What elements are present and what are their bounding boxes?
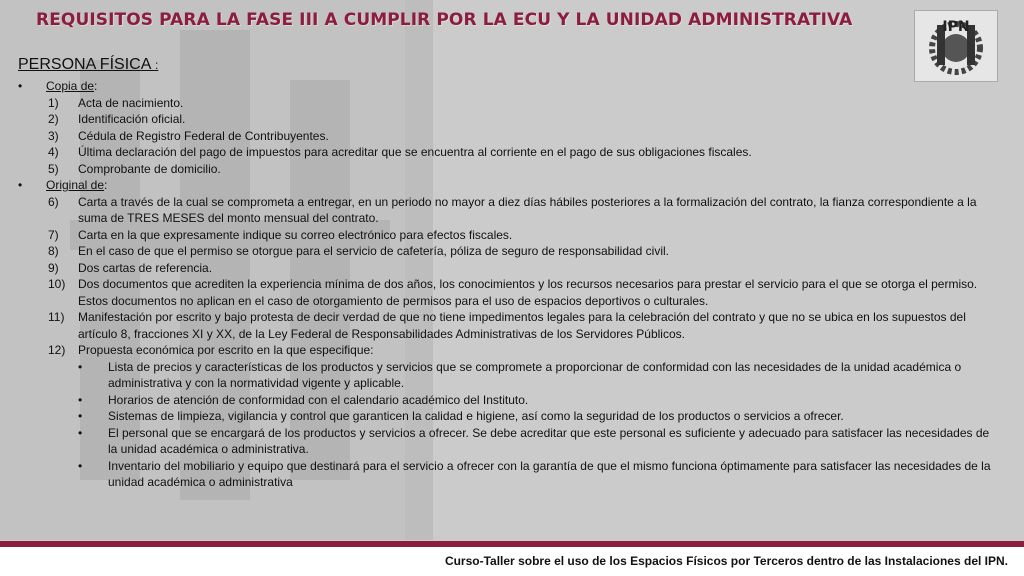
list-item (18, 227, 1008, 244)
list-item-number: 5) (48, 161, 59, 176)
list-item-text: Manifestación por escrito y bajo protesta de decir verdad de que no tiene impedimentos legales para la celebración del contrato y que no se ubica en los supuestos del artículo 8, fracciones XI y XX, de la Ley Federal de Responsabilidades Administrativas de los Servidores Públicos. (78, 310, 966, 341)
list-item-text: En el caso de que el permiso se otorgue para el servicio de cafetería, póliza de seguro de responsabilidad civil. (78, 244, 670, 258)
footer (0, 547, 1024, 576)
list-item (18, 95, 1008, 112)
list-item-number: 9) (48, 260, 59, 275)
sub-list-item-text: Horarios de atención de conformidad con el calendario académico del Instituto. (108, 392, 529, 407)
list-item-text: Carta a través de la cual se comprometa a entregar, en un periodo no mayor a diez días hábiles posteriores a la formalización del contrato, la fianza correspondiente a la suma de TRES MESES del monto mensual del contrato. (78, 194, 977, 225)
list-item-text: Propuesta económica por escrito en la que especifique: (78, 343, 374, 357)
sub-list-item (18, 458, 1008, 491)
list-item-number: 3) (48, 128, 59, 143)
bullet-glyph: • (78, 392, 83, 407)
bullet-glyph: • (78, 409, 83, 423)
list-item (18, 309, 1008, 342)
sub-list-item (18, 359, 1008, 392)
list-item-text: Acta de nacimiento. (78, 95, 184, 110)
list-item-text: Comprobante de domicilio. (78, 161, 221, 176)
section-title: PERSONA FÍSICA : (18, 56, 159, 73)
list-item (18, 194, 1008, 227)
list-item-number: 10) (48, 277, 66, 291)
bullet-glyph: • (78, 458, 83, 473)
copia-list (18, 95, 1008, 178)
original-list (18, 194, 1008, 359)
requirements-content (18, 56, 1008, 491)
list-item-number: 2) (48, 112, 59, 126)
list-item-text: Dos cartas de referencia. (78, 260, 213, 275)
sub-list-item-text: El personal que se encargará de los productos y servicios a ofrecer. Se debe acreditar que este personal es suficiente y adecuado para satisfacer las necesidades de la unidad académica o administrativa. (108, 425, 990, 456)
list-item (18, 276, 1008, 309)
bullet-glyph: • (78, 425, 83, 440)
list-item-number: 11) (48, 310, 65, 324)
original-heading: • Original de: (18, 178, 108, 192)
list-item-number: 6) (48, 194, 59, 209)
svg-text:IPN: IPN (942, 19, 970, 35)
sub-list-item (18, 408, 1008, 425)
copia-heading: • Copia de: (18, 79, 98, 93)
list-item-text: Carta en la que expresamente indique su correo electrónico para efectos fiscales. (78, 227, 513, 242)
list-item-text: Cédula de Registro Federal de Contribuyentes. (78, 128, 329, 143)
list-item (18, 144, 1008, 161)
footer-text: Curso-Taller sobre el uso de los Espacios Físicos por Terceros dentro de las Instalaciones del IPN. (444, 554, 1008, 568)
list-item (18, 111, 1008, 128)
list-item-number: 4) (48, 145, 59, 159)
list-item-text: Identificación oficial. (78, 112, 186, 126)
list-item (18, 161, 1008, 178)
proposal-sub-list (18, 359, 1008, 491)
list-item (18, 243, 1008, 260)
sub-list-item (18, 425, 1008, 458)
list-item-number: 8) (48, 244, 59, 258)
sub-list-item-text: Inventario del mobiliario y equipo que destinará para el servicio a ofrecer con la garantía de que el mismo funciona óptimamente para satisfacer las necesidades de la unidad académica o administrativa (108, 458, 991, 489)
bullet-glyph: • (78, 359, 83, 374)
list-item-text: Última declaración del pago de impuestos para acreditar que se encuentra al corriente en el pago de sus obligaciones fiscales. (78, 145, 752, 159)
list-item (18, 342, 1008, 359)
sub-list-item-text: Sistemas de limpieza, vigilancia y control que garanticen la calidad e higiene, así como la seguridad de los productos o servicios a ofrecer. (108, 409, 844, 423)
list-item-number: 7) (48, 227, 59, 242)
list-item-number: 12) (48, 343, 66, 357)
list-item (18, 128, 1008, 145)
sub-list-item (18, 392, 1008, 409)
page-title: REQUISITOS PARA LA FASE III A CUMPLIR POR LA ECU Y LA UNIDAD ADMINISTRATIVA (36, 10, 853, 30)
list-item-text: Dos documentos que acrediten la experiencia mínima de dos años, los conocimientos y los recursos necesarios para prestar el servicio para el que se otorga el permiso. Estos documentos no aplican en el caso de otorgamiento de permisos para el uso de espacios deportivos o culturales. (78, 277, 978, 308)
sub-list-item-text: Lista de precios y características de los productos y servicios que se compromete a proporcionar de conformidad con las necesidades de la unidad académica o administrativa y con la normatividad vigente y aplicable. (108, 359, 962, 390)
list-item (18, 260, 1008, 277)
list-item-number: 1) (48, 95, 59, 110)
